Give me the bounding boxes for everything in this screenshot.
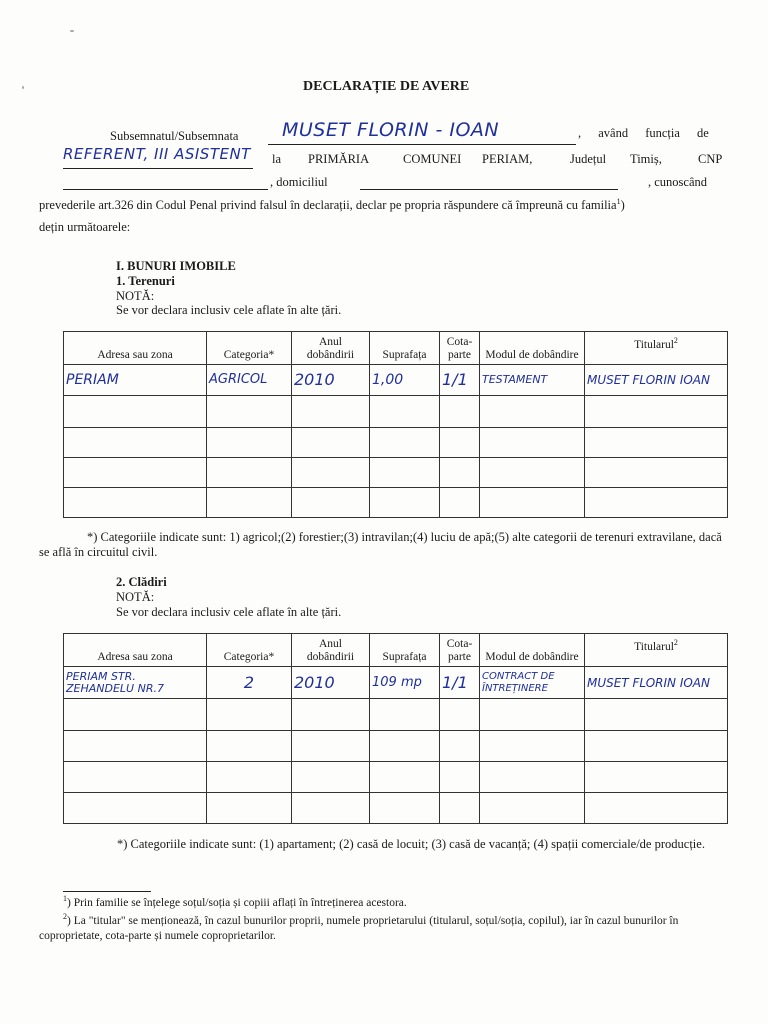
cell bbox=[64, 458, 207, 488]
table-header-row bbox=[64, 332, 728, 365]
header-anul: Anul dobândirii bbox=[292, 634, 370, 667]
table-row bbox=[64, 458, 728, 488]
cell bbox=[480, 488, 585, 518]
cell-adresa: PERIAM bbox=[64, 365, 207, 396]
cell bbox=[585, 762, 728, 793]
cell bbox=[64, 488, 207, 518]
cell-modul: TESTAMENT bbox=[480, 365, 585, 396]
footnote-1-marker: 1 bbox=[63, 894, 67, 903]
cell bbox=[207, 731, 292, 762]
header-suprafata: Suprafața bbox=[370, 332, 440, 365]
comunei: COMUNEI bbox=[403, 152, 462, 166]
subsection-terenuri: 1. Terenuri bbox=[116, 274, 175, 288]
la-label: la bbox=[272, 152, 282, 166]
footnote-1-text: ) Prin familie se înțelege soțul/soția și copiii aflați în întreținerea acestora. bbox=[67, 896, 407, 909]
cell-suprafata: 1,00 bbox=[370, 365, 440, 396]
cell bbox=[370, 731, 440, 762]
cell bbox=[207, 396, 292, 428]
footnote-2-marker: 2 bbox=[63, 912, 67, 921]
cell bbox=[292, 396, 370, 428]
header-titular-text: Titularul bbox=[634, 338, 674, 351]
cell bbox=[64, 793, 207, 824]
table-row bbox=[64, 731, 728, 762]
domiciliul-label: , domiciliul bbox=[270, 175, 328, 189]
avand-functia-label: , având funcția de bbox=[578, 126, 709, 140]
cell bbox=[64, 731, 207, 762]
judet-timis: Timiș, bbox=[630, 152, 662, 166]
cell bbox=[292, 699, 370, 731]
header-adresa: Adresa sau zona bbox=[64, 634, 207, 667]
table-row bbox=[64, 699, 728, 731]
cell-cota: 1/1 bbox=[440, 365, 480, 396]
cell bbox=[370, 762, 440, 793]
table-header-row bbox=[64, 634, 728, 667]
cell bbox=[585, 428, 728, 458]
nota-label: NOTĂ: bbox=[116, 289, 155, 303]
table-row bbox=[64, 428, 728, 458]
header-anul: Anul dobândirii bbox=[292, 332, 370, 365]
cell bbox=[585, 458, 728, 488]
cell bbox=[64, 762, 207, 793]
header-modul: Modul de dobândire bbox=[480, 634, 585, 667]
table-row bbox=[64, 396, 728, 428]
header-titular-text: Titularul bbox=[634, 640, 674, 653]
cell bbox=[64, 396, 207, 428]
cell-titular: MUSET FLORIN IOAN bbox=[585, 365, 728, 396]
name-handwritten: MUSET FLORIN - IOAN bbox=[282, 119, 500, 141]
cladiri-table bbox=[63, 633, 728, 824]
cell bbox=[207, 458, 292, 488]
section-heading: I. BUNURI IMOBILE bbox=[116, 259, 236, 273]
cell bbox=[292, 458, 370, 488]
footnote-divider bbox=[63, 891, 151, 892]
functia-handwritten: REFERENT, III ASISTENT bbox=[63, 145, 251, 163]
cell bbox=[370, 488, 440, 518]
cell bbox=[370, 793, 440, 824]
table-row bbox=[64, 762, 728, 793]
domiciliu-underline bbox=[360, 189, 618, 190]
footnote-ref-2: 2 bbox=[673, 638, 678, 647]
cell bbox=[480, 396, 585, 428]
header-cota: Cota-parte bbox=[440, 634, 480, 667]
scan-speck bbox=[22, 86, 24, 89]
declaration-text bbox=[39, 197, 625, 213]
footnote-2 bbox=[39, 909, 729, 944]
cell bbox=[440, 699, 480, 731]
cell bbox=[440, 762, 480, 793]
nota-label: NOTĂ: bbox=[116, 590, 155, 604]
cell bbox=[64, 699, 207, 731]
terenuri-table bbox=[63, 331, 728, 518]
cnp-underline bbox=[63, 189, 268, 190]
cell-categoria: AGRICOL bbox=[207, 365, 292, 396]
functia-underline bbox=[63, 168, 253, 169]
cell bbox=[480, 458, 585, 488]
cell bbox=[207, 488, 292, 518]
header-modul: Modul de dobândire bbox=[480, 332, 585, 365]
cell bbox=[207, 699, 292, 731]
cell-categoria: 2 bbox=[207, 667, 292, 699]
cell bbox=[370, 428, 440, 458]
table-row bbox=[64, 488, 728, 518]
footnote-ref-2: 2 bbox=[673, 336, 678, 345]
cell-titular: MUSET FLORIN IOAN bbox=[585, 667, 728, 699]
cunoscand-label: , cunoscând bbox=[648, 175, 708, 189]
cell bbox=[480, 762, 585, 793]
cell bbox=[207, 428, 292, 458]
cell bbox=[292, 428, 370, 458]
cell bbox=[480, 699, 585, 731]
cell bbox=[480, 428, 585, 458]
cell bbox=[207, 762, 292, 793]
nota-text: Se vor declara inclusiv cele aflate în alte țări. bbox=[116, 303, 342, 317]
table-row bbox=[64, 667, 728, 699]
cell bbox=[585, 396, 728, 428]
cell bbox=[292, 793, 370, 824]
cell bbox=[585, 731, 728, 762]
declaration-text-end: ) bbox=[620, 198, 625, 213]
subsection-cladiri: 2. Clădiri bbox=[116, 575, 167, 589]
declaration-text-main: prevederile art.326 din Codul Penal privind falsul în declarații, declar pe propria răspundere că împreună cu familia bbox=[39, 198, 617, 213]
categorii-note-cladiri: *) Categoriile indicate sunt: (1) apartament; (2) casă de locuit; (3) casă de vacanță; (4) spații comerciale/de producție. bbox=[117, 837, 705, 851]
header-titular bbox=[585, 634, 728, 667]
cell bbox=[292, 488, 370, 518]
table-row bbox=[64, 793, 728, 824]
header-suprafata: Suprafața bbox=[370, 634, 440, 667]
cell bbox=[480, 731, 585, 762]
cell bbox=[440, 731, 480, 762]
document-title: DECLARAȚIE DE AVERE bbox=[303, 79, 470, 94]
cell-suprafata: 109 mp bbox=[370, 667, 440, 699]
cell-anul: 2010 bbox=[292, 667, 370, 699]
cell bbox=[292, 731, 370, 762]
cell bbox=[440, 396, 480, 428]
cell bbox=[370, 396, 440, 428]
header-titular bbox=[585, 332, 728, 365]
footnote-1 bbox=[63, 894, 407, 909]
cell bbox=[292, 762, 370, 793]
cell-cota: 1/1 bbox=[440, 667, 480, 699]
cell bbox=[585, 793, 728, 824]
cell-modul: CONTRACT DE ÎNTREȚINERE bbox=[480, 667, 585, 699]
institutie: PRIMĂRIA bbox=[308, 152, 370, 166]
cnp-label: CNP bbox=[698, 152, 723, 166]
cell bbox=[370, 458, 440, 488]
cell bbox=[207, 793, 292, 824]
periam: PERIAM, bbox=[482, 152, 533, 166]
cell bbox=[440, 793, 480, 824]
detin-text: dețin următoarele: bbox=[39, 220, 131, 234]
name-underline bbox=[268, 144, 576, 145]
cell-anul: 2010 bbox=[292, 365, 370, 396]
header-adresa: Adresa sau zona bbox=[64, 332, 207, 365]
cell-adresa: PERIAM STR. ZEHANDELU NR.7 bbox=[64, 667, 207, 699]
categorii-note-terenuri: *) Categoriile indicate sunt: 1) agricol;(2) forestier;(3) intravilan;(4) luciu de apă;(5) alte categorii de terenuri extravilane, dacă se află în circuitul civil. bbox=[39, 530, 722, 559]
judetul-label: Județul bbox=[570, 152, 607, 166]
scan-speck bbox=[70, 30, 74, 32]
table-row bbox=[64, 365, 728, 396]
cell bbox=[585, 488, 728, 518]
nota-text: Se vor declara inclusiv cele aflate în alte țări. bbox=[116, 605, 342, 619]
cell bbox=[64, 428, 207, 458]
cell bbox=[370, 699, 440, 731]
header-categoria: Categoria* bbox=[207, 634, 292, 667]
footnote-2-text: ) La "titular" se menționează, în cazul bunurilor proprii, numele proprietarului (titularul, soțul/soția, copilul), iar în cazul bunurilor în coproprietate, cota-parte și numele coproprietarilor. bbox=[39, 914, 679, 942]
footnote-ref-1: 1 bbox=[616, 197, 621, 206]
cell bbox=[440, 428, 480, 458]
cell bbox=[585, 699, 728, 731]
header-categoria: Categoria* bbox=[207, 332, 292, 365]
subsemnatul-label: Subsemnatul/Subsemnata bbox=[110, 129, 239, 143]
cell bbox=[440, 458, 480, 488]
cell bbox=[440, 488, 480, 518]
header-cota: Cota-parte bbox=[440, 332, 480, 365]
cell bbox=[480, 793, 585, 824]
